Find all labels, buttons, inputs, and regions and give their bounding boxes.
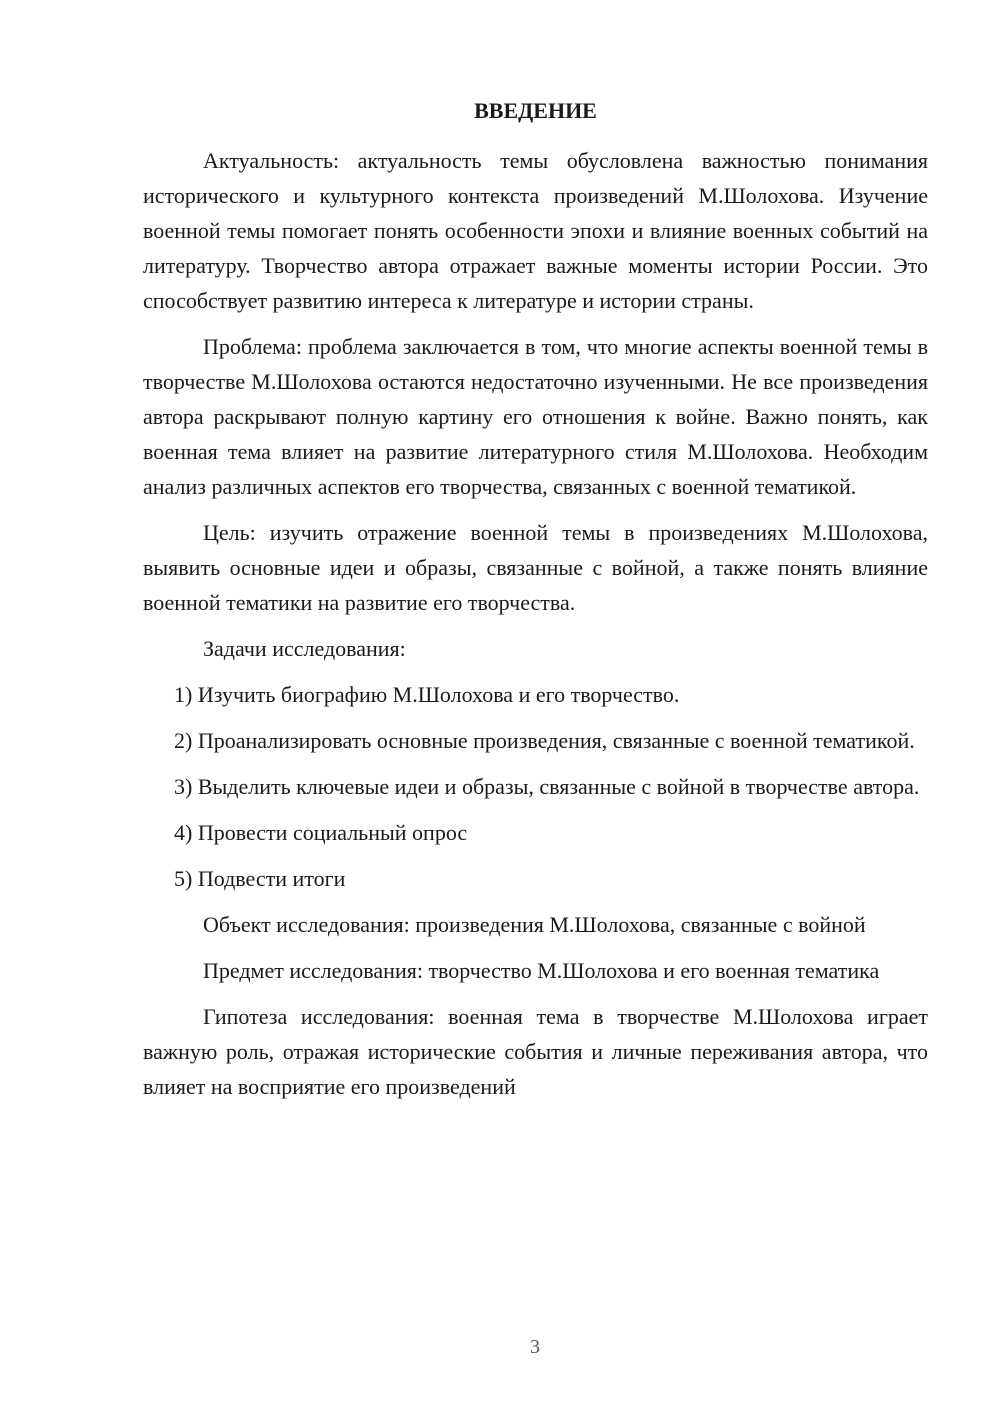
paragraph-object: Объект исследования: произведения М.Шолохова, связанные с войной: [203, 912, 866, 937]
paragraph-relevance: Актуальность: актуальность темы обусловлена важностью понимания исторического и культурного контекста произведений М.Шолохова. Изучение военной темы помогает понять особенности эпохи и влияние военных событий на литературу. Творчество автора отражает важные моменты истории России. Это способствует развитию интереса к литературе и истории страны.: [143, 148, 928, 313]
page-content: [143, 96, 928, 1104]
section-heading: ВВЕДЕНИЕ: [474, 98, 597, 123]
paragraph-goal: Цель: изучить отражение военной темы в произведениях М.Шолохова, выявить основные идеи и образы, связанные с войной, а также понять влияние военной тематики на развитие его творчества.: [143, 520, 928, 615]
paragraph-subject: Предмет исследования: творчество М.Шолохова и его военная тематика: [203, 958, 880, 983]
page-number: 3: [530, 1336, 540, 1358]
task-item: 4) Провести социальный опрос: [174, 820, 468, 845]
paragraph-hypothesis: Гипотеза исследования: военная тема в творчестве М.Шолохова играет важную роль, отражая исторические события и личные переживания автора, что влияет на восприятие его произведений: [143, 1004, 928, 1099]
tasks-title: Задачи исследования:: [203, 636, 406, 661]
task-item: 1) Изучить биографию М.Шолохова и его творчество.: [174, 682, 680, 707]
task-item: 2) Проанализировать основные произведения, связанные с военной тематикой.: [174, 728, 915, 753]
paragraph-problem: Проблема: проблема заключается в том, что многие аспекты военной темы в творчестве М.Шолохова остаются недостаточно изученными. Не все произведения автора раскрывают полную картину его отношения к войне. Важно понять, как военная тема влияет на развитие литературного стиля М.Шолохова. Необходим анализ различных аспектов его творчества, связанных с военной тематикой.: [143, 334, 928, 499]
task-item: 3) Выделить ключевые идеи и образы, связанные с войной в творчестве автора.: [174, 774, 920, 799]
task-item: 5) Подвести итоги: [174, 866, 346, 891]
